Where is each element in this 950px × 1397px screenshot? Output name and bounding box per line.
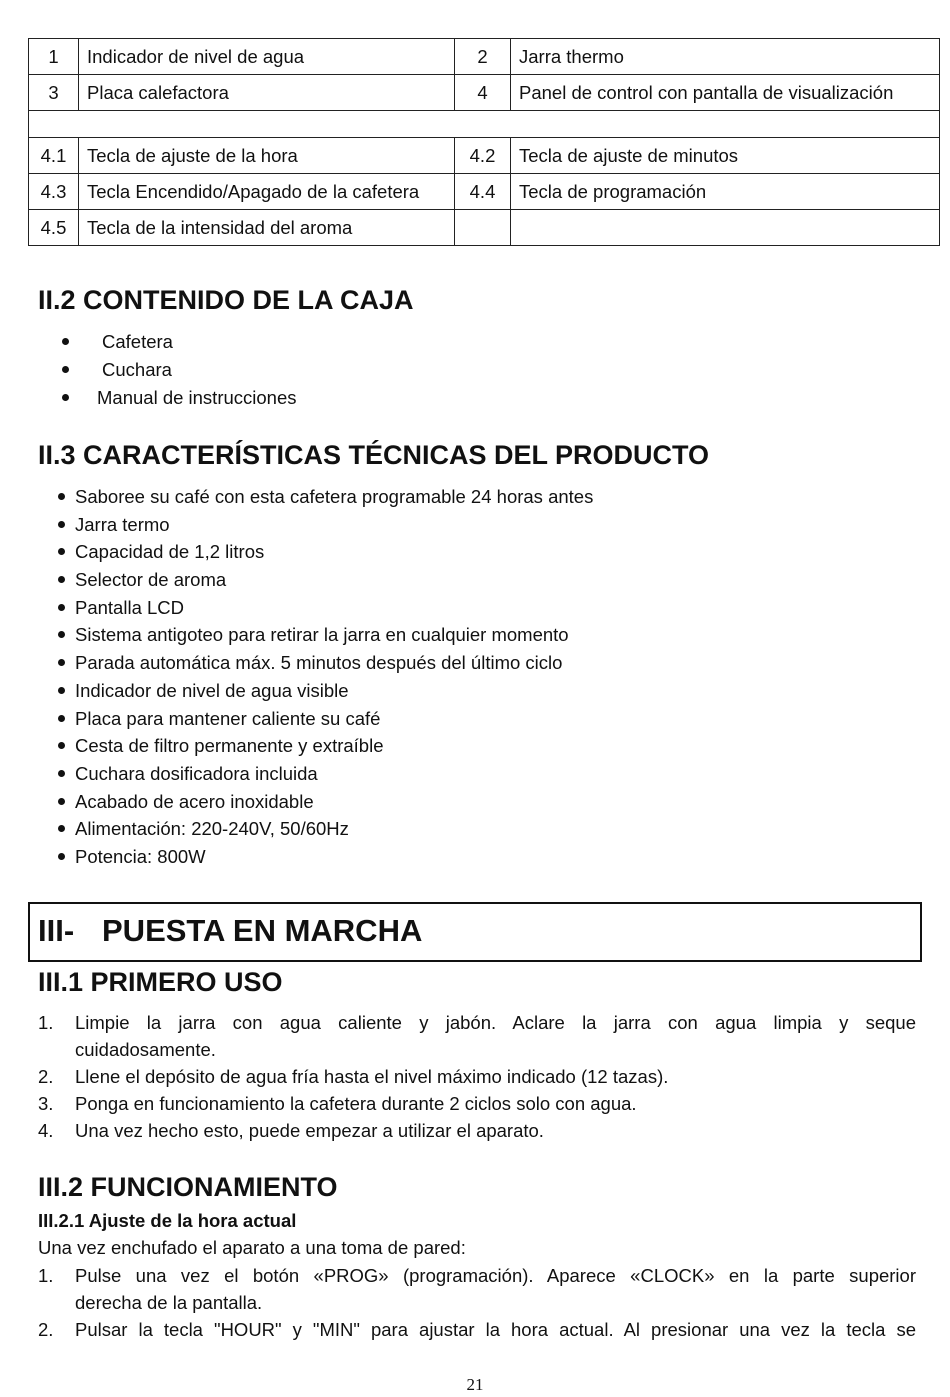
table-row	[29, 75, 940, 111]
table-row	[29, 210, 940, 246]
list-item-text: Alimentación: 220-240V, 50/60Hz	[75, 818, 349, 840]
box-contents-list	[60, 328, 297, 412]
step-number: 2.	[38, 1066, 54, 1087]
table-row-spacer	[29, 111, 940, 138]
list-item	[58, 677, 593, 705]
list-item	[38, 1009, 916, 1063]
list-item-text: Pantalla LCD	[75, 596, 185, 618]
bullet-icon	[58, 853, 65, 860]
part-number: 3	[29, 75, 79, 111]
bullet-icon	[58, 770, 65, 777]
table-row	[29, 39, 940, 75]
list-item	[58, 732, 593, 760]
part-description: Tecla de programación	[511, 174, 940, 210]
step-text-continued: cuidadosamente.	[75, 1039, 216, 1060]
step-number: 4.	[38, 1120, 54, 1141]
list-item-text: Saboree su café con esta cafetera programable 24 horas antes	[75, 486, 594, 507]
subsection-heading: III.2.1 Ajuste de la hora actual	[38, 1210, 297, 1231]
list-item-text: Selector de aroma	[75, 569, 227, 591]
part-description: Tecla de la intensidad del aroma	[79, 210, 455, 246]
part-number: 4.5	[29, 210, 79, 246]
part-number: 1	[29, 39, 79, 75]
part-number: 4.1	[29, 138, 79, 174]
table-row	[29, 138, 940, 174]
part-number: 4.2	[455, 138, 511, 174]
bullet-icon	[58, 659, 65, 666]
section-title: PUESTA EN MARCHA	[102, 913, 423, 948]
list-item	[58, 649, 593, 677]
list-item-text: Cafetera	[102, 331, 173, 352]
bullet-icon	[58, 548, 65, 555]
part-description: Panel de control con pantalla de visualización	[511, 75, 940, 111]
bullet-icon	[58, 742, 65, 749]
list-item	[58, 621, 593, 649]
list-item-text: Cuchara dosificadora incluida	[75, 762, 318, 784]
list-item	[58, 760, 593, 788]
list-item-text: Manual de instrucciones	[97, 387, 297, 408]
list-item-text: Jarra termo	[75, 513, 170, 535]
list-item	[58, 511, 593, 539]
intro-text: Una vez enchufado el aparato a una toma de pared:	[38, 1237, 466, 1258]
clock-setting-steps	[38, 1262, 916, 1343]
part-description: Tecla Encendido/Apagado de la cafetera	[79, 174, 455, 210]
list-item	[58, 483, 593, 511]
step-text: Llene el depósito de agua fría hasta el nivel máximo indicado (12 tazas).	[75, 1066, 669, 1087]
list-item	[58, 815, 593, 843]
step-text-continued: derecha de la pantalla.	[75, 1292, 263, 1313]
list-item-text: Placa para mantener caliente su café	[75, 707, 381, 729]
technical-features-list	[58, 483, 593, 871]
step-text: Limpie la jarra con agua caliente y jabón. Aclare la jarra con agua limpia y seque	[75, 1012, 916, 1033]
bullet-icon	[58, 798, 65, 805]
list-item-text: Indicador de nivel de agua visible	[75, 679, 349, 701]
step-text: Pulsar la tecla "HOUR" y "MIN" para ajustar la hora actual. Al presionar una vez la tecla se	[75, 1319, 916, 1340]
step-text: Pulse una vez el botón «PROG» (programación). Aparece «CLOCK» en la parte superior	[75, 1265, 916, 1286]
list-item	[38, 1316, 916, 1343]
list-item	[60, 328, 297, 356]
step-number: 3.	[38, 1093, 54, 1114]
list-item	[58, 843, 593, 871]
list-item	[38, 1063, 916, 1090]
table-row	[29, 174, 940, 210]
list-item	[38, 1090, 916, 1117]
bullet-icon	[58, 493, 65, 500]
step-text: Una vez hecho esto, puede empezar a utilizar el aparato.	[75, 1120, 544, 1141]
bullet-icon	[62, 366, 69, 373]
bullet-icon	[62, 394, 69, 401]
part-number: 4.4	[455, 174, 511, 210]
section-heading-primero-uso: III.1 PRIMERO USO	[38, 967, 283, 997]
list-item-text: Cuchara	[102, 359, 172, 380]
section-heading-funcionamiento: III.2 FUNCIONAMIENTO	[38, 1172, 338, 1202]
list-item	[60, 356, 297, 384]
bullet-icon	[58, 604, 65, 611]
page-number: 21	[466, 1375, 484, 1394]
bullet-icon	[58, 715, 65, 722]
section-heading-contenido: II.2 CONTENIDO DE LA CAJA	[38, 285, 414, 315]
list-item	[58, 594, 593, 622]
part-description: Indicador de nivel de agua	[79, 39, 455, 75]
list-item	[58, 538, 593, 566]
list-item-text: Parada automática máx. 5 minutos después del último ciclo	[75, 652, 563, 674]
spacer-cell	[29, 111, 940, 138]
list-item-text: Acabado de acero inoxidable	[75, 790, 314, 812]
part-number: 4.3	[29, 174, 79, 210]
section-box-puesta-en-marcha	[28, 902, 922, 962]
parts-table	[28, 38, 940, 246]
bullet-icon	[58, 687, 65, 694]
step-number: 2.	[38, 1319, 54, 1340]
step-text: Ponga en funcionamiento la cafetera durante 2 ciclos solo con agua.	[75, 1093, 637, 1114]
list-item-text: Sistema antigoteo para retirar la jarra en cualquier momento	[75, 624, 569, 646]
part-description: Jarra thermo	[511, 39, 940, 75]
section-heading-caracteristicas: II.3 CARACTERÍSTICAS TÉCNICAS DEL PRODUCTO	[38, 440, 710, 470]
bullet-icon	[58, 631, 65, 638]
list-item	[38, 1262, 916, 1316]
list-item-text: Potencia: 800W	[75, 845, 206, 867]
part-description: Tecla de ajuste de la hora	[79, 138, 455, 174]
bullet-icon	[62, 338, 69, 345]
part-description: Tecla de ajuste de minutos	[511, 138, 940, 174]
list-item	[58, 705, 593, 733]
list-item-text: Cesta de filtro permanente y extraíble	[75, 735, 384, 757]
step-number: 1.	[38, 1265, 54, 1286]
list-item-text: Capacidad de 1,2 litros	[75, 541, 265, 563]
part-number	[455, 210, 511, 246]
section-number: III-	[38, 913, 75, 948]
part-number: 2	[455, 39, 511, 75]
list-item	[58, 566, 593, 594]
step-number: 1.	[38, 1012, 54, 1033]
part-number: 4	[455, 75, 511, 111]
part-description	[511, 210, 940, 246]
list-item	[58, 788, 593, 816]
first-use-steps	[38, 1009, 916, 1144]
list-item	[60, 384, 297, 412]
bullet-icon	[58, 576, 65, 583]
list-item	[38, 1117, 916, 1144]
bullet-icon	[58, 825, 65, 832]
bullet-icon	[58, 521, 65, 528]
part-description: Placa calefactora	[79, 75, 455, 111]
